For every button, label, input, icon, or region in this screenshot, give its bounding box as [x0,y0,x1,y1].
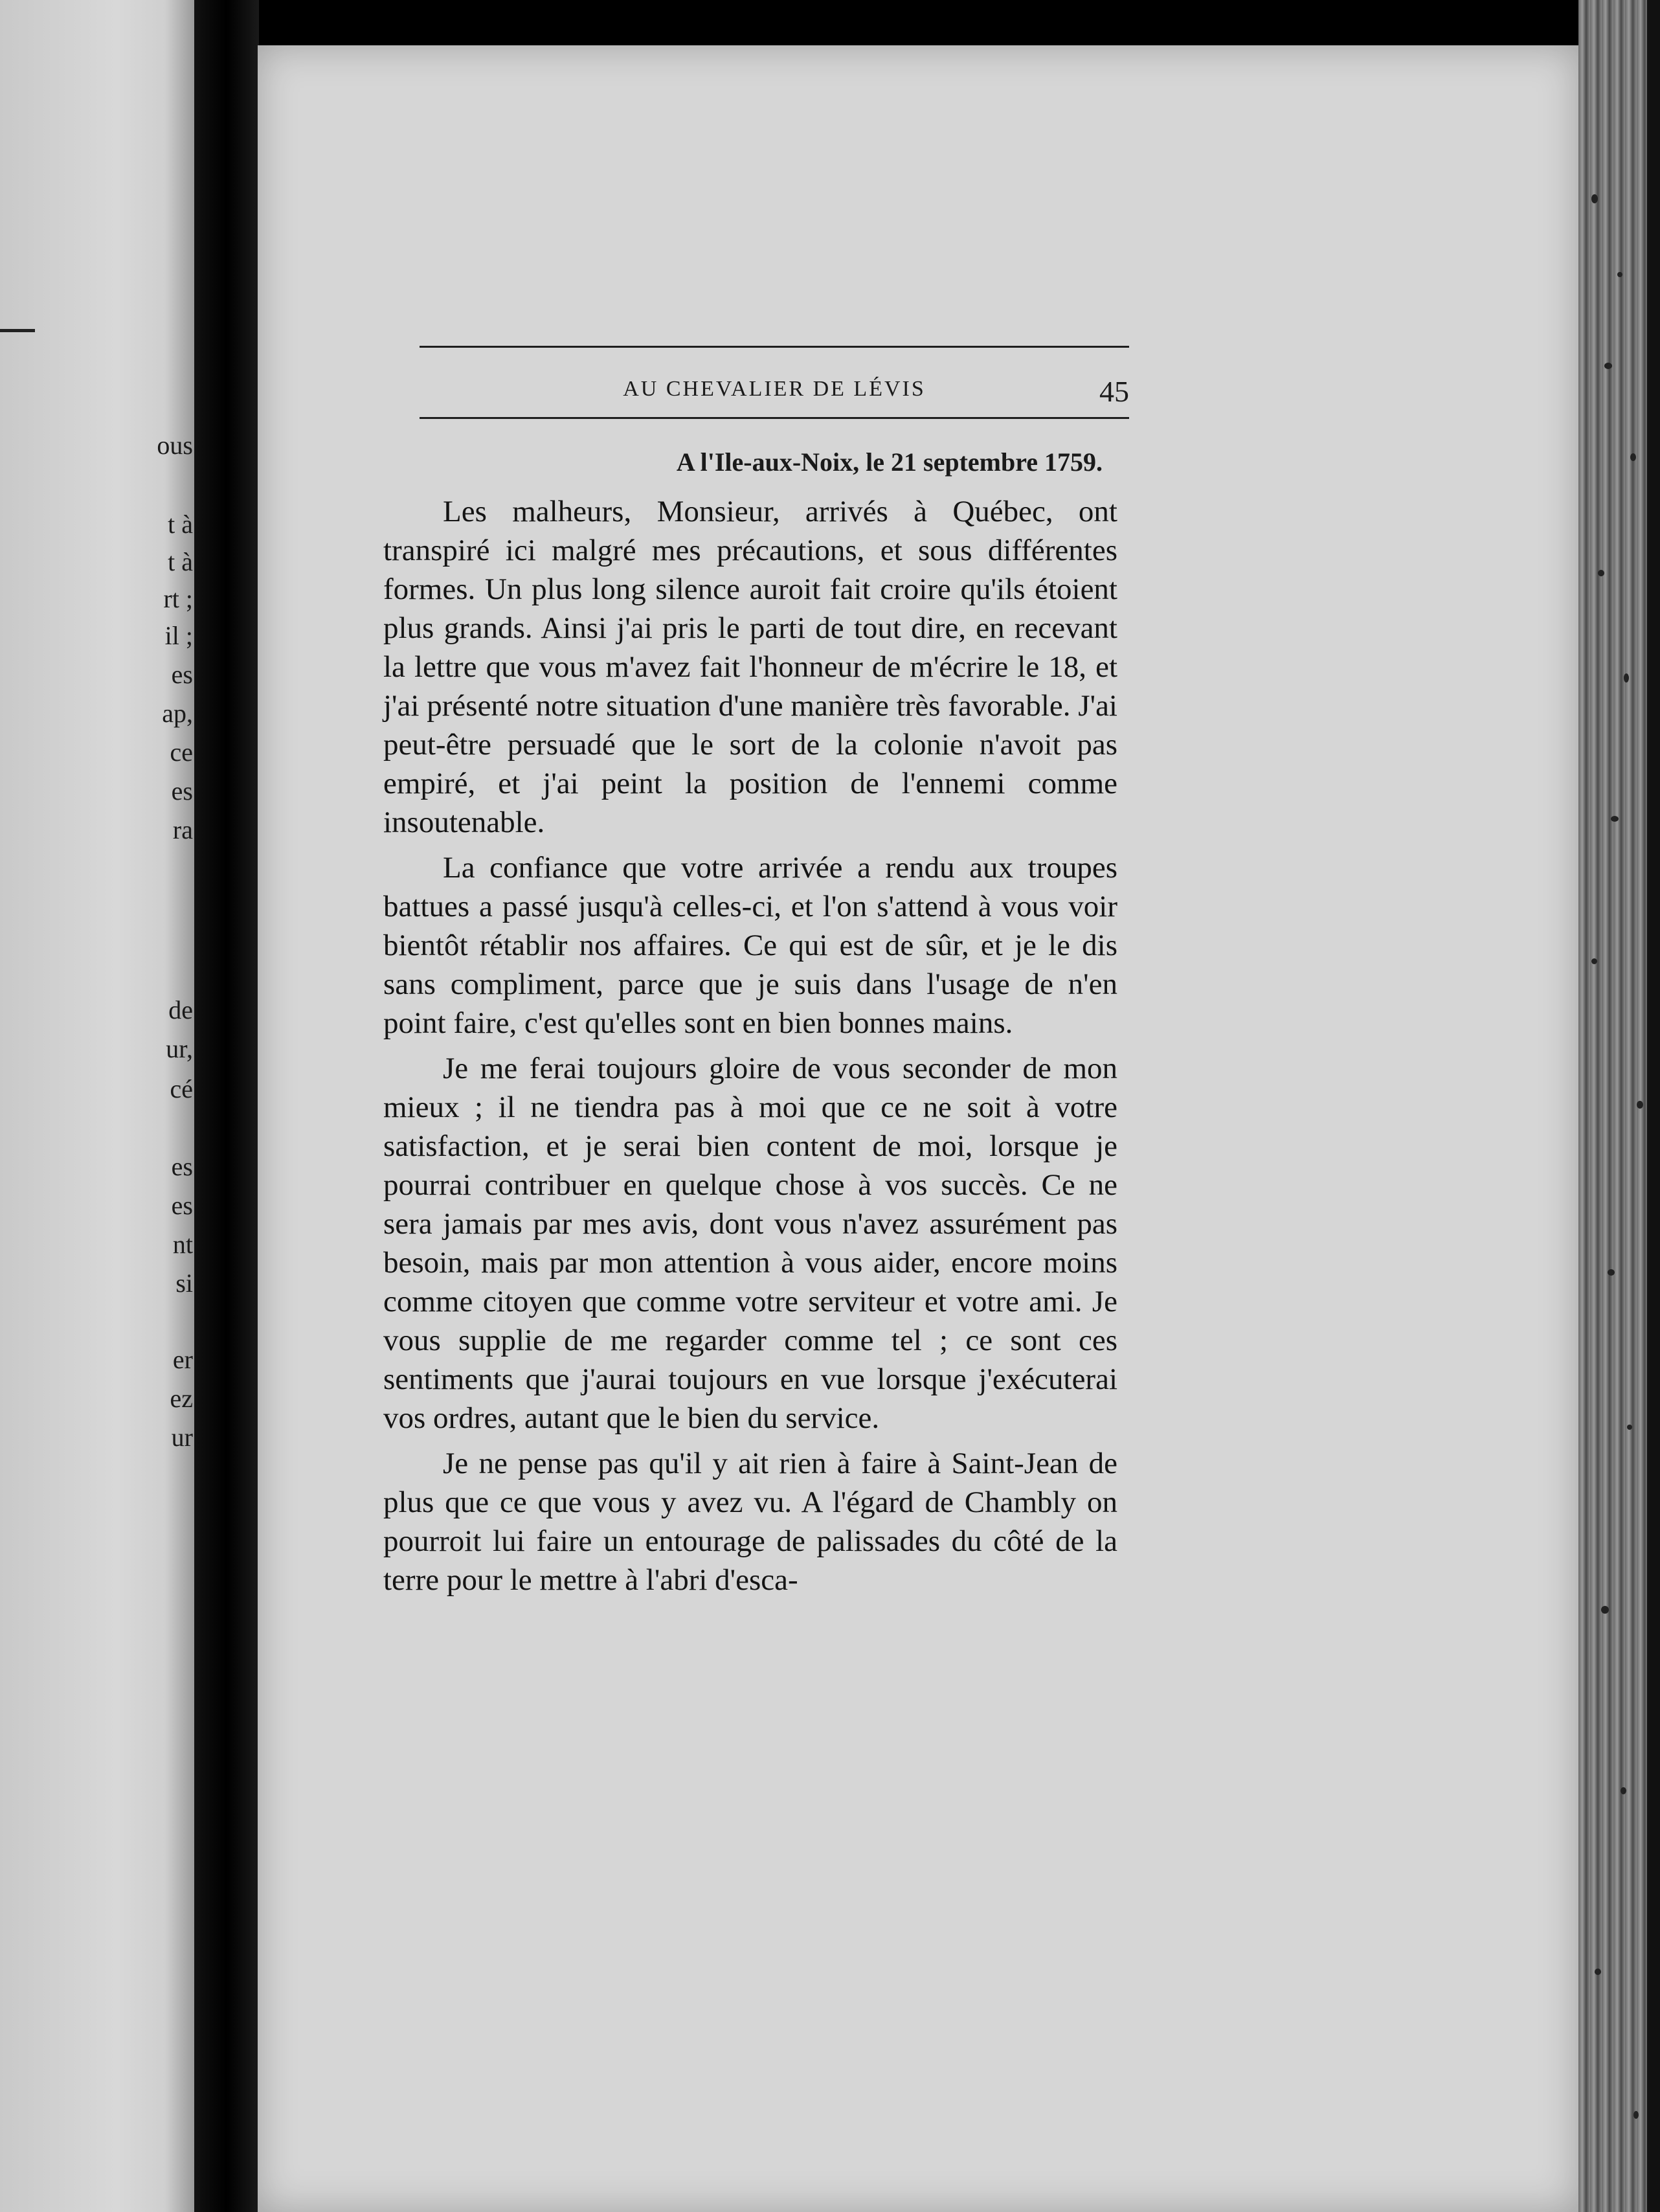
previous-page-rule [0,329,35,332]
running-title: AU CHEVALIER DE LÉVIS [623,377,926,401]
previous-page-fragment: de [168,995,193,1024]
previous-page-fragment: ur [171,1423,193,1452]
previous-page-fragment: cé [170,1074,193,1103]
previous-page-fragment: si [175,1269,193,1298]
page-edge-shadow [1647,0,1660,2212]
previous-page-fragment: ous [157,431,193,460]
page-edge [1578,0,1660,2212]
paragraph: Je me ferai toujours gloire de vous seconder de mon mieux ; il ne tiendra pas à moi que ce ne soit à votre satisfaction, et je serai bien content de moi, lorsque je pourrai contribuer en quelque chose à vos succès. Ce ne sera jamais par mes avis, dont vous n'avez assurément pas besoin, mais par mon attention à vous aider, encore moins comme citoyen que comme votre serviteur et votre ami. Je vous supplie de me regarder comme tel ; ce sont ces sentiments que j'aurai toujours en vue lorsque j'exécuterai vos ordres, autant que le bien du service. [383,1052,1117,1435]
header-rule-top [420,346,1129,348]
previous-page-fragment: il ; [164,621,193,650]
running-head [420,376,1129,408]
previous-page-fragment: t à [168,547,193,576]
previous-page-fragment: nt [172,1230,193,1259]
previous-page-fragment: ap, [162,699,193,728]
letter-dateline: A l'Ile-aux-Noix, le 21 septembre 1759. [676,447,1103,477]
previous-page-fragment: rt ; [163,584,193,613]
previous-page-fragment: t à [168,510,193,539]
previous-page-fragment: es [171,660,193,689]
page-number: 45 [1099,375,1129,408]
previous-page-fragment: ez [170,1384,193,1413]
paragraph: Je ne pense pas qu'il y ait rien à faire à Saint-Jean de plus que ce que vous y avez vu. A l'égard de Chambly on pourroit lui faire un entourage de palissades du côté de la terre pour le mettre à l'abri d'esca- [383,1447,1117,1597]
header-rule-bottom [420,417,1129,419]
previous-page-fragment: es [171,1152,193,1181]
paragraph: La confiance que votre arrivée a rendu aux troupes battues a passé jusqu'à celles-ci, et l'on s'attend à vous voir bientôt rétablir nos affaires. Ce qui est de sûr, et je le dis sans compliment, parce que je suis dans l'usage de n'en point faire, c'est qu'elles sont en bien bonnes mains. [383,851,1117,1040]
previous-page-fragment: ur, [166,1034,193,1063]
letter-body [383,492,1117,1606]
previous-page-fragment: es [171,776,193,806]
paragraph: Les malheurs, Monsieur, arrivés à Québec, ont transpiré ici malgré mes précautions, et sous différentes formes. Un plus long silence auroit fait croire qu'ils étoient plus grands. Ainsi j'ai pris le parti de tout dire, en recevant la lettre que vous m'avez fait l'honneur de m'écrire le 18, et j'ai présenté notre situation d'une manière très favorable. J'ai peut-être persuadé que le sort de la colonie n'avoit pas empiré, et j'ai peint la position de l'ennemi comme insoutenable. [383,495,1117,839]
previous-page-fragment: es [171,1191,193,1220]
book-gutter [194,0,259,2212]
previous-page-fragment: ce [170,738,193,767]
previous-page-fragment: ra [172,815,193,844]
previous-page [0,0,194,2212]
previous-page-fragment: er [172,1345,193,1374]
